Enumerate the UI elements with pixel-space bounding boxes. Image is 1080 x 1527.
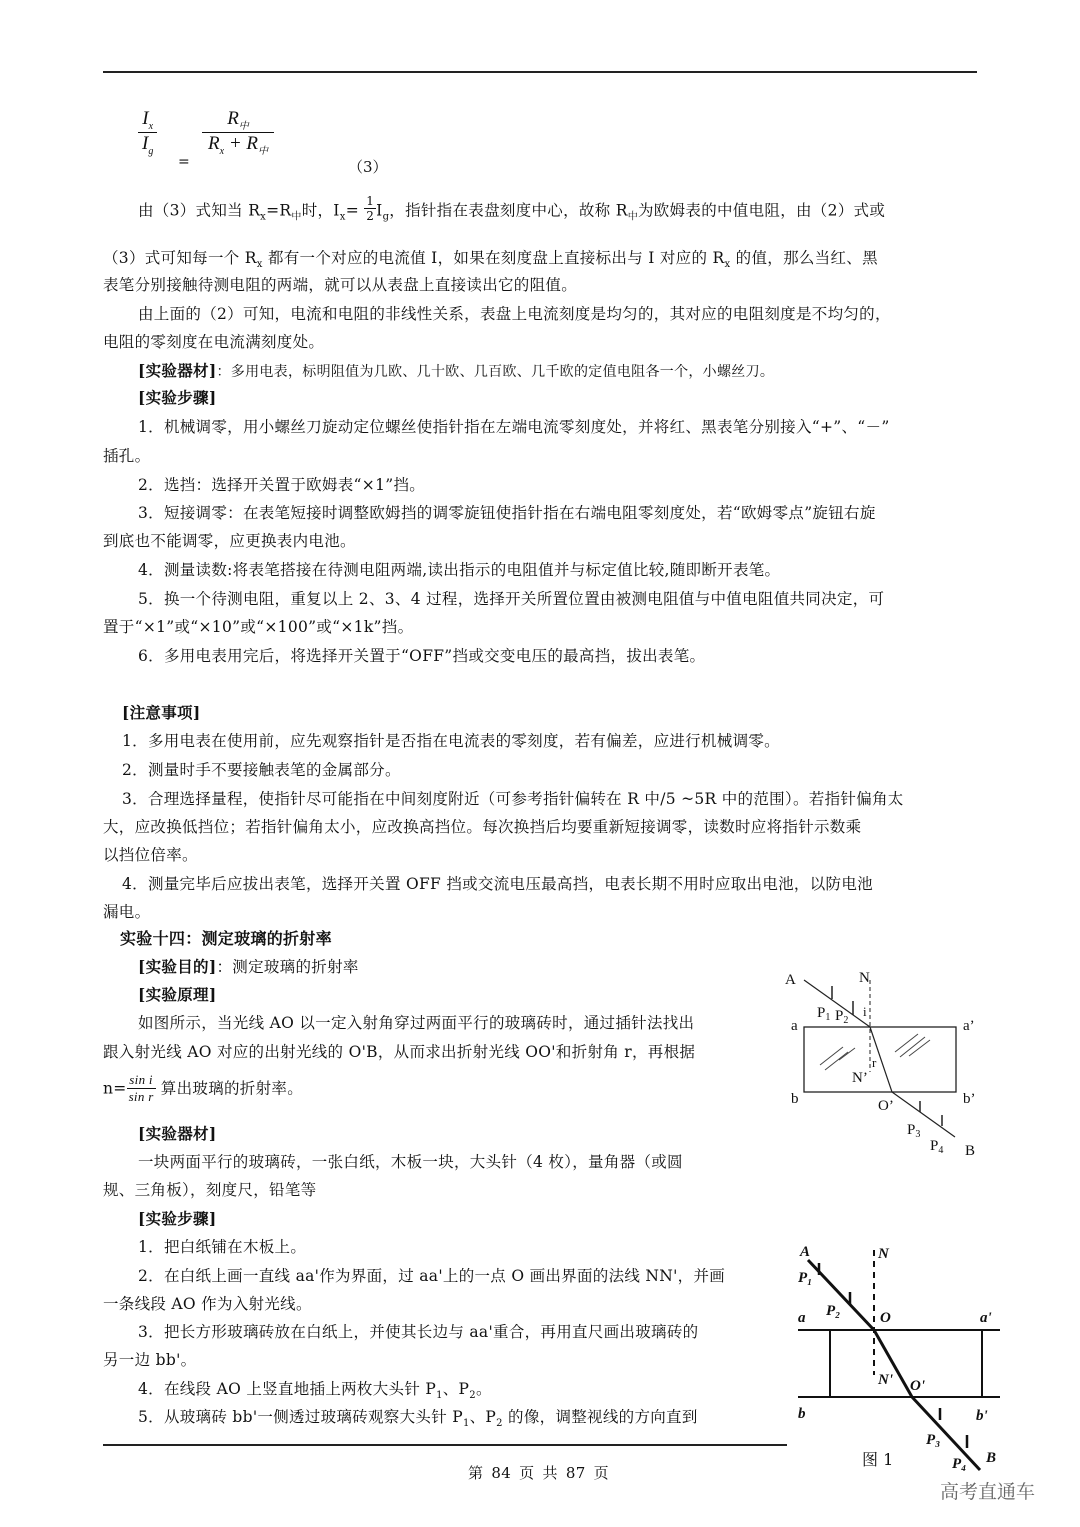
- watermark: 高考直通车: [940, 1481, 1036, 1503]
- fig1-label-P3: P₃: [926, 1432, 941, 1448]
- figure-caption: 图 1: [862, 1450, 894, 1469]
- fig1-label-O-prime: O': [910, 1378, 925, 1394]
- step-6: 6．多用电表用完后，将选择开关置于“OFF”挡或交变电压的最高挡，拔出表笔。: [138, 647, 706, 665]
- fig1-label-a-prime: a': [980, 1310, 992, 1326]
- exp14-step-3-line-1: 3．把长方形玻璃砖放在白纸上，并使其长边与 aa'重合，再用直尺画出玻璃砖的: [138, 1323, 699, 1341]
- label-A: A: [785, 972, 796, 988]
- exp14-step-2-line-1: 2．在白纸上画一直线 aa'作为界面，过 aa'上的一点 O 画出界面的法线 NN'，并画: [138, 1267, 726, 1285]
- formula-3: [138, 108, 438, 178]
- formula-equals: =: [178, 154, 190, 170]
- steps-2-heading: [实验步骤]: [138, 1209, 217, 1228]
- page-number: 第 84 页 共 87 页: [468, 1464, 609, 1482]
- paragraph-2-line-1: 由上面的（2）可知，电流和电阻的非线性关系，表盘上电流刻度是均匀的，其对应的电阻刻度是不均匀的，: [138, 305, 891, 323]
- purpose-section: [实验目的]：测定玻璃的折射率: [138, 957, 359, 976]
- notes-heading: [注意事项]: [122, 703, 201, 722]
- step-2: 2．选挡：选择开关置于欧姆表“×1”挡。: [138, 476, 426, 494]
- principle-line-1: 如图所示，当光线 AO 以一定入射角穿过两面平行的玻璃砖时，通过插针法找出: [138, 1014, 695, 1032]
- refraction-formula: n= $\frac{\text{sin i}}{\text{sin r}}$ 算出玻璃的折射率。: [103, 1072, 303, 1104]
- fig1-label-N: N: [878, 1246, 889, 1262]
- experiment-14-title: 实验十四：测定玻璃的折射率: [120, 929, 332, 948]
- formula-label: （3）: [348, 158, 388, 176]
- paragraph-1-line-2: （3）式可知每一个 $R_x$ 都有一个对应的电流值 I，如果在刻度盘上直接标出与 I 对应的 $R_x$ 的值，那么当红、黑: [103, 249, 878, 271]
- paragraph-1-line-1: 由（3）式知当 $R_x=R_中$时，$I_x=$ $\frac{1}{2}$ $I_g$，指针指在表盘刻度中心，故称 $R_中$为欧姆表的中值电阻，由（2）式或: [138, 194, 886, 223]
- fig1-label-a: a: [798, 1310, 806, 1326]
- equipment-heading: [实验器材]: [138, 361, 217, 380]
- principle-heading: [实验原理]: [138, 985, 217, 1004]
- refraction-diagram-figure-1: [790, 1240, 1010, 1475]
- fig1-label-P1: P₁: [798, 1270, 813, 1286]
- svg-text:P3: $P_3$: [907, 1122, 921, 1140]
- exp14-step-4: 4．在线段 AO 上竖直地插上两枚大头针 $P_1$、$P_2$。: [138, 1380, 492, 1402]
- sin-ratio: $\frac{\text{sin i}}{\text{sin r}}$: [128, 1072, 154, 1104]
- fig1-label-b: b: [798, 1406, 806, 1422]
- paragraph-1-line-3: 表笔分别接触待测电阻的两端，就可以从表盘上直接读出它的阻值。: [103, 276, 578, 294]
- exp14-step-3-line-2: 另一边 bb'。: [103, 1351, 197, 1369]
- fig1-label-A: A: [800, 1244, 811, 1260]
- note-4-line-1: 4．测量完毕后应拔出表笔，选择开关置 OFF 挡或交流电压最高挡，电表长期不用时应取出电池，以防电池: [122, 875, 873, 893]
- formula-lhs: $\frac{I_x}{I_g}$: [138, 108, 157, 157]
- exp14-step-5: 5．从玻璃砖 bb'一侧透过玻璃砖观察大头针 $P_1$、$P_2$ 的像，调整视线的方向直到: [138, 1408, 698, 1430]
- step-3-line-2: 到底也不能调零，应更换表内电池。: [103, 532, 356, 550]
- equipment-section: [实验器材]：多用电表，标明阻值为几欧、几十欧、几百欧、几千欧的定值电阻各一个，小螺丝刀。: [138, 361, 775, 380]
- fraction-half: $\frac{1}{2}$: [366, 194, 375, 223]
- label-b: b: [791, 1091, 799, 1107]
- fig1-label-O: O: [880, 1310, 891, 1326]
- label-B: B: [965, 1143, 976, 1159]
- label-N-prime: N’: [852, 1070, 868, 1086]
- step-5-line-1: 5．换一个待测电阻，重复以上 2、3、4 过程，选择开关所置位置由被测电阻值与中值电阻值共同决定，可: [138, 590, 885, 608]
- equipment-2-line-1: 一块两面平行的玻璃砖，一张白纸，木板一块，大头针（4 枚），量角器（或圆: [138, 1153, 683, 1171]
- note-2: 2．测量时手不要接触表笔的金属部分。: [122, 761, 401, 779]
- label-i: i: [863, 1004, 867, 1019]
- label-a: a: [791, 1018, 798, 1034]
- principle-line-2: 跟入射光线 AO 对应的出射光线的 O'B，从而求出折射光线 OO'和折射角 r，再根据: [103, 1043, 696, 1061]
- label-O-prime: O’: [878, 1098, 894, 1114]
- step-1-line-2: 插孔。: [103, 447, 151, 465]
- label-a-prime: a’: [963, 1018, 975, 1034]
- fig1-label-P2: P₂: [826, 1303, 841, 1319]
- formula-rhs: $R_中$ $R_x + R_中$: [202, 108, 274, 157]
- label-N: N: [859, 970, 870, 986]
- purpose-heading: [实验目的]: [138, 957, 217, 976]
- fig1-label-b-prime: b': [976, 1408, 988, 1424]
- svg-text:P2: $P_2$: [835, 1008, 849, 1026]
- label-b-prime: b’: [963, 1091, 976, 1107]
- note-3-line-3: 以挡位倍率。: [103, 846, 198, 864]
- step-1-line-1: 1．机械调零，用小螺丝刀旋动定位螺丝使指针指在左端电流零刻度处，并将红、黑表笔分别接入“+”、“－”: [138, 418, 890, 436]
- label-r: r: [872, 1055, 877, 1070]
- refraction-diagram-top: [775, 960, 985, 1170]
- exp14-step-1: 1．把白纸铺在木板上。: [138, 1238, 307, 1256]
- footer-rule: [103, 1444, 787, 1446]
- step-3-line-1: 3．短接调零：在表笔短接时调整欧姆挡的调零旋钮使指针指在右端电阻零刻度处，若“欧姆零点”旋钮右旋: [138, 504, 876, 522]
- note-3-line-1: 3．合理选择量程，使指针尽可能指在中间刻度附近（可参考指针偏转在 R 中/5 ~5R 中的范围）。若指针偏角太: [122, 790, 904, 808]
- fig1-label-P4: P₄: [952, 1456, 967, 1472]
- fig1-label-B: B: [986, 1450, 997, 1466]
- fig1-label-N-prime: N': [878, 1372, 893, 1388]
- note-1: 1．多用电表在使用前，应先观察指针是否指在电流表的零刻度，若有偏差，应进行机械调零。: [122, 732, 780, 750]
- header-rule: [103, 71, 977, 73]
- note-4-line-2: 漏电。: [103, 903, 151, 921]
- steps-heading: [实验步骤]: [138, 388, 217, 407]
- paragraph-2-line-2: 电阻的零刻度在电流满刻度处。: [103, 333, 325, 351]
- equipment-2-heading: [实验器材]: [138, 1124, 217, 1143]
- equipment-2-line-2: 规、三角板），刻度尺，铅笔等: [103, 1181, 317, 1199]
- svg-text:P4: $P_4$: [930, 1138, 944, 1156]
- exp14-step-2-line-2: 一条线段 AO 作为入射光线。: [103, 1295, 312, 1313]
- step-5-line-2: 置于“×1”或“×10”或“×100”或“×1k”挡。: [103, 618, 414, 636]
- svg-text:P1: $P_1$: [817, 1005, 831, 1023]
- note-3-line-2: 大，应改换低挡位；若指针偏角太小，应改换高挡位。每次换挡后均要重新短接调零，读数时应将指针示数乘: [103, 818, 862, 836]
- step-4: 4．测量读数:将表笔搭接在待测电阻两端,读出指示的电阻值并与标定值比较,随即断开表笔。: [138, 561, 781, 579]
